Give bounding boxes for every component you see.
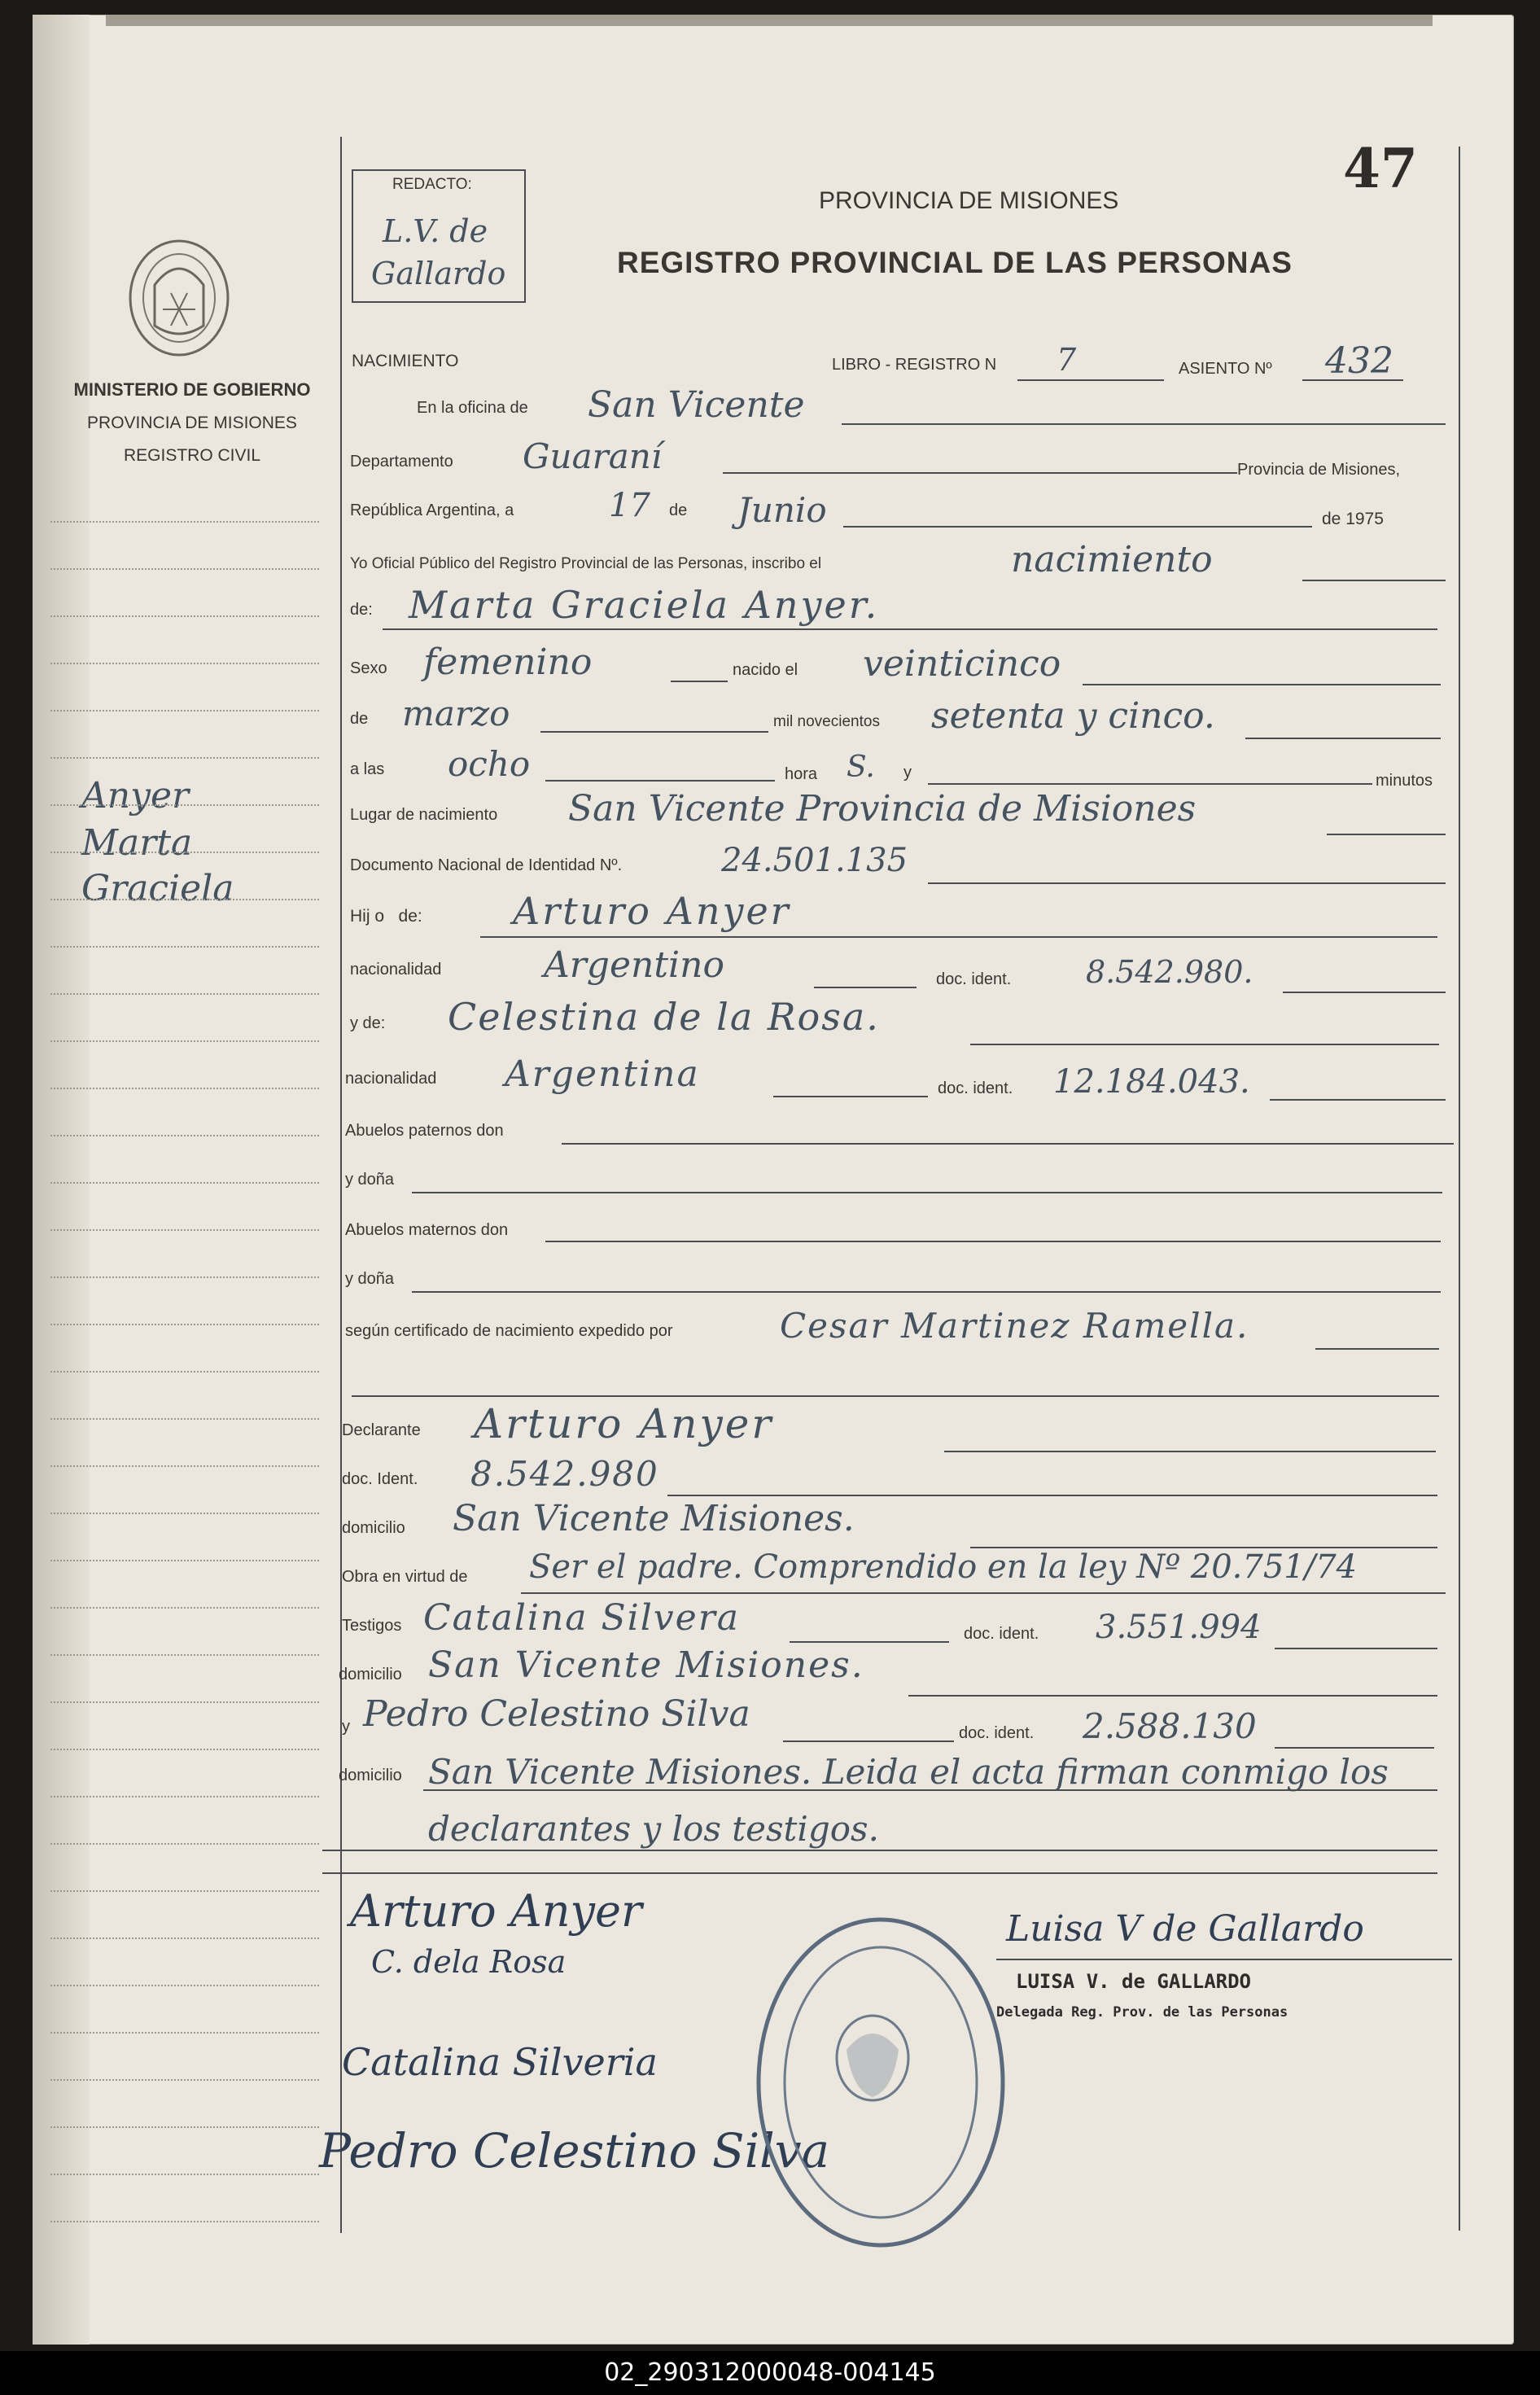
closing-line bbox=[322, 1850, 1437, 1851]
page-top-edge bbox=[106, 15, 1433, 26]
margin-dotted-line bbox=[50, 1985, 319, 1986]
signature-pedro: Pedro Celestino Silva bbox=[319, 2123, 830, 2178]
libro-label: LIBRO - REGISTRO N bbox=[832, 356, 997, 374]
mes-line bbox=[540, 731, 768, 733]
domicilio-t1: San Vicente Misiones. bbox=[428, 1644, 864, 1686]
margin-dotted-line bbox=[50, 757, 319, 759]
nacido-label: nacido el bbox=[733, 661, 798, 679]
madre-line bbox=[970, 1044, 1439, 1045]
margin-dotted-line bbox=[50, 2221, 319, 2222]
margin-dotted-line bbox=[50, 1843, 319, 1845]
lugar-line bbox=[1327, 834, 1446, 835]
margin-dotted-line bbox=[50, 1654, 319, 1656]
mes-nacimiento: marzo bbox=[402, 694, 510, 733]
testigo1-nombre: Catalina Silvera bbox=[423, 1597, 740, 1639]
y-label-1: y bbox=[903, 764, 912, 782]
margin-dotted-line bbox=[50, 568, 319, 570]
official-line bbox=[996, 1959, 1452, 1960]
doc-madre-label: doc. ident. bbox=[938, 1079, 1013, 1097]
obra-value: Ser el padre. Comprendido en la ley Nº 20.751/74 bbox=[529, 1548, 1358, 1586]
redacto-line1: L.V. de bbox=[383, 213, 488, 249]
libro-line bbox=[1017, 379, 1164, 381]
mil-novecientos-label: mil novecientos bbox=[773, 713, 880, 730]
nacimiento-label: NACIMIENTO bbox=[352, 352, 459, 370]
margin-dotted-line bbox=[50, 1418, 319, 1420]
margin-dotted-line bbox=[50, 993, 319, 995]
obra-line bbox=[521, 1592, 1446, 1594]
coat-of-arms-seal bbox=[122, 236, 236, 370]
margin-dotted-line bbox=[50, 1560, 319, 1561]
depto-value: Guaraní bbox=[523, 436, 663, 476]
madre-nombre: Celestina de la Rosa. bbox=[448, 995, 880, 1039]
yo-oficial-text: Yo Oficial Público del Registro Provincial de las Personas, inscribo el bbox=[350, 555, 822, 572]
doc-t1-label: doc. ident. bbox=[964, 1625, 1039, 1643]
margin-dotted-line bbox=[50, 710, 319, 711]
asiento-value: 432 bbox=[1325, 340, 1393, 382]
minutos-label: minutos bbox=[1376, 772, 1433, 790]
domicilio-label-3: domicilio bbox=[339, 1767, 402, 1784]
margin-name2: Graciela bbox=[81, 868, 234, 909]
margin-dotted-line bbox=[50, 804, 319, 806]
nac-madre-label: nacionalidad bbox=[345, 1070, 437, 1088]
domicilio-label-2: domicilio bbox=[339, 1666, 402, 1684]
acto-value: nacimiento bbox=[1011, 539, 1213, 580]
dni-line bbox=[928, 882, 1446, 884]
ydona-label-2: y doña bbox=[345, 1270, 395, 1288]
registry-title: REGISTRO PROVINCIAL DE LAS PERSONAS bbox=[617, 246, 1293, 279]
domicilio-declarante: San Vicente Misiones. bbox=[453, 1498, 855, 1539]
doc-declarante: 8.542.980 bbox=[470, 1454, 659, 1494]
margin-dotted-line bbox=[50, 615, 319, 617]
margin-dotted-line bbox=[50, 1796, 319, 1797]
republica-label: República Argentina, a bbox=[350, 501, 514, 519]
oficina-label: En la oficina de bbox=[417, 399, 528, 417]
segun-label: según certificado de nacimiento expedido por bbox=[345, 1322, 673, 1340]
medico-line bbox=[1315, 1348, 1439, 1350]
nac-padre-line bbox=[814, 987, 917, 988]
testigo1-line bbox=[790, 1641, 949, 1643]
ministry-line3: REGISTRO CIVIL bbox=[123, 446, 261, 465]
minutos-line bbox=[928, 783, 1372, 785]
abuelos-maternos-label: Abuelos maternos don bbox=[345, 1221, 509, 1239]
alas-label: a las bbox=[350, 760, 385, 778]
declarante-line bbox=[944, 1451, 1436, 1452]
testigo2-line bbox=[783, 1740, 954, 1742]
inscripto-nombre: Marta Graciela Anyer. bbox=[409, 583, 880, 627]
testigo2-nombre: Pedro Celestino Silva bbox=[363, 1693, 750, 1735]
domicilio-label-1: domicilio bbox=[342, 1519, 405, 1537]
margin-dotted-line bbox=[50, 1701, 319, 1703]
margin-dotted-line bbox=[50, 1890, 319, 1892]
margin-dotted-line bbox=[50, 2174, 319, 2175]
margin-dotted-line bbox=[50, 1371, 319, 1373]
abuelos-maternos-line bbox=[545, 1241, 1441, 1242]
oficina-line bbox=[842, 423, 1446, 425]
hora-line bbox=[545, 780, 775, 782]
doc-padre-line bbox=[1283, 992, 1446, 993]
margin-dotted-line bbox=[50, 852, 319, 853]
doc-t1-line bbox=[1275, 1648, 1437, 1649]
doc-t1: 3.551.994 bbox=[1096, 1609, 1262, 1646]
lugar-label: Lugar de nacimiento bbox=[350, 806, 498, 824]
abuelos-paternos-label: Abuelos paternos don bbox=[345, 1122, 504, 1140]
yde-label: y de: bbox=[350, 1014, 386, 1032]
nac-madre-line bbox=[773, 1096, 928, 1097]
hora-s: S. bbox=[847, 751, 875, 784]
margin-dotted-line bbox=[50, 1607, 319, 1609]
doc-t2-label: doc. ident. bbox=[959, 1724, 1035, 1742]
margin-dotted-line bbox=[50, 2032, 319, 2034]
nac-padre: Argentino bbox=[544, 944, 724, 986]
testigos-label: Testigos bbox=[342, 1617, 402, 1635]
libro-value: 7 bbox=[1057, 342, 1077, 378]
ministry-line1: MINISTERIO DE GOBIERNO bbox=[73, 379, 311, 400]
margin-dotted-line bbox=[50, 521, 319, 523]
binding-spine bbox=[33, 15, 90, 2345]
fecha-anio: de 1975 bbox=[1322, 510, 1384, 528]
margin-dotted-line bbox=[50, 1465, 319, 1467]
doc-padre: 8.542.980. bbox=[1086, 954, 1253, 990]
medico-value: Cesar Martinez Ramella. bbox=[780, 1306, 1249, 1346]
nac-madre: Argentina bbox=[505, 1053, 700, 1095]
margin-dotted-line bbox=[50, 1276, 319, 1278]
signature-celestina: C. dela Rosa bbox=[371, 1944, 567, 1980]
doc-declarante-label: doc. Ident. bbox=[342, 1470, 418, 1488]
anio-letras: setenta y cinco. bbox=[931, 695, 1215, 737]
domicilio-line-2 bbox=[908, 1695, 1437, 1697]
redacto-line2: Gallardo bbox=[371, 256, 506, 291]
doc-madre: 12.184.043. bbox=[1053, 1063, 1250, 1101]
nac-padre-label: nacionalidad bbox=[350, 961, 442, 979]
signature-catalina: Catalina Silveria bbox=[342, 2040, 658, 2084]
round-registry-seal bbox=[750, 1911, 1011, 2257]
sexo-label: Sexo bbox=[350, 659, 387, 677]
ydona-label-1: y doña bbox=[345, 1171, 395, 1189]
dni-value: 24.501.135 bbox=[721, 842, 908, 879]
image-id-footer: 02_290312000048-004145 bbox=[0, 2351, 1540, 2395]
margin-surname: Anyer bbox=[81, 775, 190, 817]
margin-dotted-line bbox=[50, 1513, 319, 1514]
asiento-line bbox=[1302, 379, 1403, 381]
domicilio-t2: San Vicente Misiones. Leida el acta firman conmigo los declarantes y los testigos. bbox=[428, 1752, 1389, 1849]
fecha-dia: 17 bbox=[609, 487, 650, 524]
lugar-value: San Vicente Provincia de Misiones bbox=[568, 788, 1197, 830]
official-stamp-name: LUISA V. de GALLARDO bbox=[1016, 1970, 1251, 1993]
redacto-box bbox=[352, 169, 526, 303]
signature-arturo: Arturo Anyer bbox=[350, 1885, 642, 1937]
acto-line bbox=[1302, 580, 1446, 581]
hora-value: ocho bbox=[448, 744, 531, 784]
ydona-line-1 bbox=[412, 1192, 1442, 1193]
y-t2-label: y bbox=[342, 1718, 350, 1736]
signature-divider bbox=[322, 1872, 1437, 1874]
margin-dotted-line bbox=[50, 1182, 319, 1184]
margin-dotted-line bbox=[50, 663, 319, 664]
declarante-label: Declarante bbox=[342, 1421, 421, 1439]
padre-line bbox=[480, 936, 1437, 938]
folio-number: 47 bbox=[1343, 137, 1418, 200]
right-margin-rule bbox=[1459, 147, 1460, 2231]
margin-dotted-line bbox=[50, 1229, 319, 1231]
margin-dotted-line bbox=[50, 2079, 319, 2081]
dia-letras: veinticinco bbox=[863, 643, 1061, 685]
de-label-3: de bbox=[350, 710, 369, 728]
fecha-line bbox=[843, 526, 1312, 528]
anio-line bbox=[1245, 738, 1441, 739]
signature-official: Luisa V de Gallardo bbox=[1006, 1908, 1364, 1950]
hora-label: hora bbox=[785, 765, 818, 783]
official-stamp-role: Delegada Reg. Prov. de las Personas bbox=[996, 2004, 1288, 2021]
doc-declarante-line bbox=[667, 1495, 1437, 1496]
dia-line bbox=[1083, 684, 1441, 685]
depto-label: Departamento bbox=[350, 453, 453, 471]
doc-t2: 2.588.130 bbox=[1083, 1706, 1257, 1746]
province-heading: PROVINCIA DE MISIONES bbox=[819, 187, 1119, 214]
declarante-value: Arturo Anyer bbox=[474, 1400, 774, 1447]
margin-dotted-line bbox=[50, 2126, 319, 2128]
hijo-label: Hij o de: bbox=[350, 907, 422, 926]
padre-nombre: Arturo Anyer bbox=[513, 889, 791, 933]
margin-dotted-line bbox=[50, 1135, 319, 1136]
de-label-1: de bbox=[669, 501, 688, 519]
margin-dotted-line bbox=[50, 1088, 319, 1089]
domicilio-line-3 bbox=[423, 1789, 1437, 1791]
sexo-line bbox=[671, 681, 728, 682]
redacto-label: REDACTO: bbox=[392, 176, 472, 193]
doc-padre-label: doc. ident. bbox=[936, 970, 1012, 988]
margin-dotted-line bbox=[50, 1749, 319, 1750]
nombre-line bbox=[383, 628, 1437, 630]
margin-dotted-line bbox=[50, 899, 319, 900]
margin-dotted-line bbox=[50, 1324, 319, 1325]
sexo-value: femenino bbox=[423, 641, 593, 683]
de-label-2: de: bbox=[350, 601, 373, 619]
fecha-mes: Junio bbox=[737, 490, 827, 530]
abuelos-paternos-line bbox=[562, 1143, 1454, 1145]
margin-dotted-line bbox=[50, 946, 319, 948]
asiento-label: ASIENTO Nº bbox=[1179, 360, 1272, 378]
margin-dotted-line bbox=[50, 1040, 319, 1042]
dni-label: Documento Nacional de Identidad Nº. bbox=[350, 856, 623, 874]
ydona-line-2 bbox=[412, 1291, 1441, 1293]
oficina-value: San Vicente bbox=[588, 384, 805, 426]
provincia-suffix: Provincia de Misiones, bbox=[1237, 461, 1401, 479]
margin-name1: Marta bbox=[81, 822, 193, 864]
left-margin-rule bbox=[340, 137, 342, 2233]
depto-line bbox=[723, 472, 1237, 474]
blank-line bbox=[352, 1395, 1439, 1397]
margin-dotted-line bbox=[50, 1937, 319, 1939]
ministry-line2: PROVINCIA DE MISIONES bbox=[87, 414, 297, 432]
doc-madre-line bbox=[1270, 1099, 1446, 1101]
obra-label: Obra en virtud de bbox=[342, 1568, 468, 1586]
